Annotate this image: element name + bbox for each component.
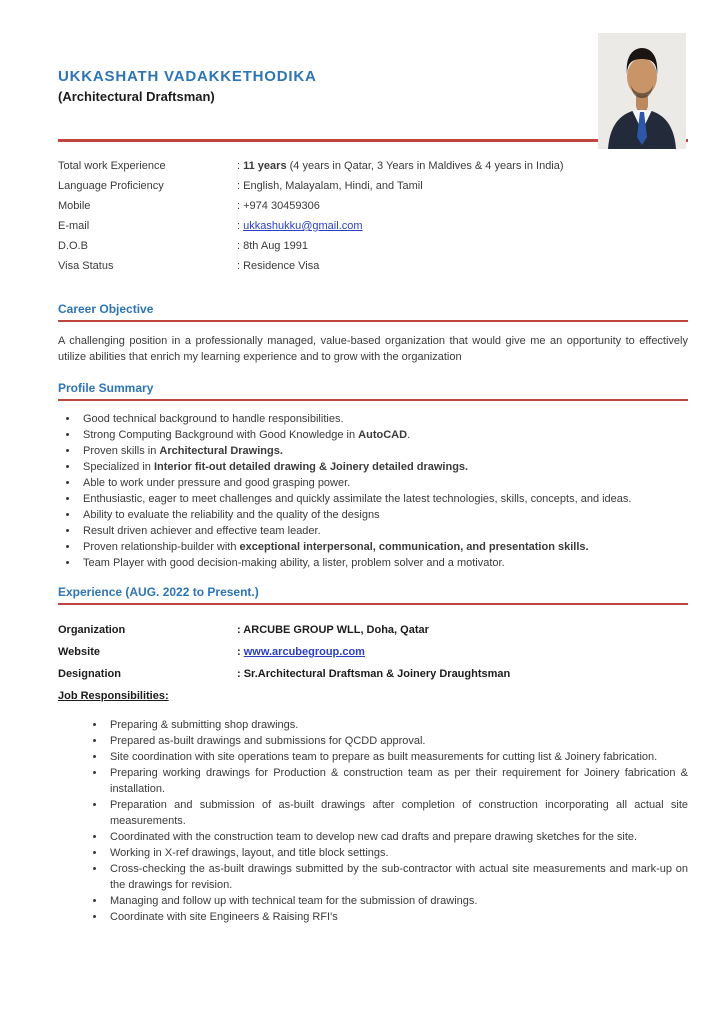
- experience-row: [58, 641, 688, 663]
- text-segment: Strong Computing Background with Good Knowledge in: [83, 429, 359, 441]
- contact-row: [58, 196, 688, 216]
- section-heading-experience: Experience (AUG. 2022 to Present.): [58, 585, 688, 605]
- text-segment: Good technical background to handle responsibilities.: [83, 413, 344, 425]
- text-segment: Managing and follow up with technical team for the submission of drawings.: [110, 895, 478, 907]
- text-segment: :: [237, 160, 244, 172]
- text-segment: Site coordination with site operations team to prepare as built measurements for cutting list & Joinery fabrication.: [110, 751, 658, 763]
- experience-block: [58, 619, 688, 685]
- contact-row-label: Mobile: [58, 200, 91, 212]
- experience-row-value: [237, 619, 688, 641]
- candidate-name: UKKASHATH VADAKKETHODIKA: [58, 68, 317, 85]
- list-item: [79, 427, 688, 443]
- contact-row-label: E-mail: [58, 220, 90, 232]
- text-segment: Coordinate with site Engineers & Raising RFI's: [110, 911, 338, 923]
- text-segment: :: [237, 220, 244, 232]
- contact-row: [58, 256, 688, 276]
- text-segment: : ARCUBE GROUP WLL, Doha, Qatar: [237, 624, 429, 636]
- contact-row-label: Visa Status: [58, 260, 114, 272]
- list-item: [79, 555, 688, 571]
- text-segment: Coordinated with the construction team to develop new cad drafts and prepare drawing sketches for the site.: [110, 831, 638, 843]
- career-objective-text: A challenging position in a professionally managed, value-based organization that would give me an opportunity to effectively utilize abilities that enrich my learning experience and to grow with the organization: [58, 335, 688, 363]
- contact-row: [58, 176, 688, 196]
- experience-row: [58, 663, 688, 685]
- text-segment: Working in X-ref drawings, layout, and title block settings.: [110, 847, 389, 859]
- text-segment: 11 years: [243, 160, 287, 172]
- text-segment: Preparing & submitting shop drawings.: [110, 719, 299, 731]
- candidate-title: (Architectural Draftsman): [58, 89, 215, 104]
- profile-summary-list: [58, 411, 688, 571]
- list-item: [79, 459, 688, 475]
- list-item: [106, 893, 688, 909]
- website-link[interactable]: www.arcubegroup.com: [243, 646, 365, 658]
- contact-row-value: [237, 256, 688, 276]
- experience-row-label: Organization: [58, 624, 126, 636]
- contact-row-value: [237, 196, 688, 216]
- experience-row-label: Designation: [58, 668, 121, 680]
- text-segment: Interior fit-out detailed drawing & Joinery detailed drawings.: [153, 461, 469, 473]
- list-item: [106, 797, 688, 829]
- text-segment: : 8th Aug 1991: [237, 240, 308, 252]
- list-item: [106, 733, 688, 749]
- list-item: [106, 909, 688, 925]
- text-segment: Ability to evaluate the reliability and the quality of the designs: [83, 509, 380, 521]
- list-item: [79, 411, 688, 427]
- list-item: [79, 475, 688, 491]
- job-responsibilities-list: [58, 717, 688, 925]
- contact-row: [58, 156, 688, 176]
- list-item: [79, 443, 688, 459]
- job-responsibilities-heading: Job Responsibilities:: [58, 690, 169, 702]
- contact-row-label: Language Proficiency: [58, 180, 164, 192]
- contact-row-label: Total work Experience: [58, 160, 166, 172]
- text-segment: AutoCAD: [358, 429, 408, 441]
- text-segment: : English, Malayalam, Hindi, and Tamil: [237, 180, 423, 192]
- section-heading-career-objective: Career Objective: [58, 302, 688, 322]
- section-heading-profile-summary: Profile Summary: [58, 381, 688, 401]
- text-segment: Team Player with good decision-making ability, a lister, problem solver and a motivator.: [83, 557, 505, 569]
- text-segment: Enthusiastic, eager to meet challenges and quickly assimilate the latest technologies, skills, concepts, and ideas.: [83, 493, 632, 505]
- list-item: [106, 765, 688, 797]
- experience-row: [58, 619, 688, 641]
- experience-row-value: [237, 663, 688, 685]
- list-item: [79, 523, 688, 539]
- list-item: [79, 491, 688, 507]
- contact-row-value: [237, 236, 688, 256]
- text-segment: Specialized in: [83, 461, 154, 473]
- list-item: [79, 507, 688, 523]
- contact-block: [58, 156, 688, 276]
- contact-row-label: D.O.B: [58, 240, 88, 252]
- text-segment: : +974 30459306: [237, 200, 320, 212]
- text-segment: : Residence Visa: [237, 260, 320, 272]
- text-segment: Result driven achiever and effective team leader.: [83, 525, 321, 537]
- text-segment: :: [237, 646, 244, 658]
- list-item: [106, 717, 688, 733]
- contact-row-value: [237, 156, 688, 176]
- contact-row: [58, 216, 688, 236]
- contact-row-value: [237, 176, 688, 196]
- experience-row-value: [237, 641, 688, 663]
- text-segment: Preparing working drawings for Production & construction team as per their requirement for Joinery fabrication & installation.: [110, 767, 688, 795]
- text-segment: Prepared as-built drawings and submissions for QCDD approval.: [110, 735, 426, 747]
- list-item: [106, 829, 688, 845]
- list-item: [106, 861, 688, 893]
- list-item: [79, 539, 688, 555]
- contact-row: [58, 236, 688, 256]
- text-segment: Able to work under pressure and good grasping power.: [83, 477, 351, 489]
- profile-photo: [598, 33, 686, 149]
- header-divider-rule: [58, 139, 688, 142]
- text-segment: exceptional interpersonal, communication, and presentation skills.: [239, 541, 589, 553]
- text-segment: (4 years in Qatar, 3 Years in Maldives & 4 years in India): [286, 160, 564, 172]
- text-segment: Architectural Drawings.: [159, 445, 283, 457]
- text-segment: Preparation and submission of as-built drawings after completion of construction incorporating all actual site measurements.: [110, 799, 688, 827]
- text-segment: .: [407, 429, 411, 441]
- list-item: [106, 749, 688, 765]
- e-mail-link[interactable]: ukkashukku@gmail.com: [243, 220, 363, 232]
- contact-row-value: [237, 216, 688, 236]
- experience-row-label: Website: [58, 646, 100, 658]
- text-segment: Proven relationship-builder with: [83, 541, 240, 553]
- text-segment: Cross-checking the as-built drawings submitted by the sub-contractor with actual site measurements and mark-up on the drawings for revision.: [110, 863, 688, 891]
- list-item: [106, 845, 688, 861]
- text-segment: : Sr.Architectural Draftsman & Joinery Draughtsman: [237, 668, 511, 680]
- text-segment: Proven skills in: [83, 445, 160, 457]
